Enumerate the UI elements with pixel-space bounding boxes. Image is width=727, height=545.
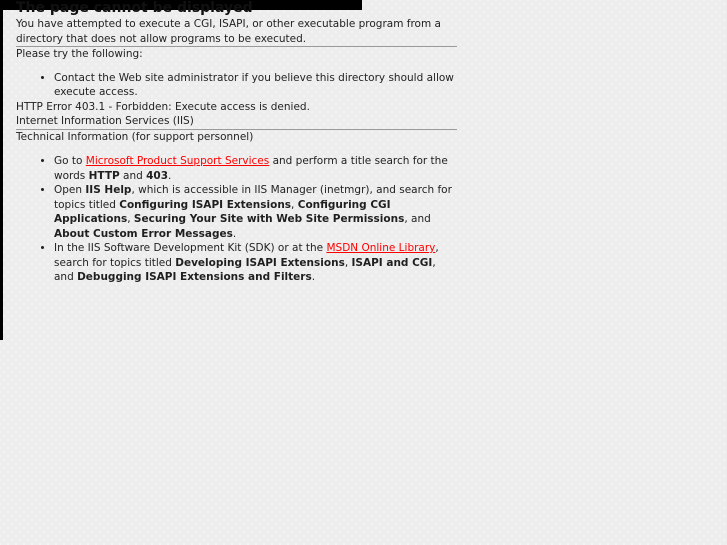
bold-term: Configuring ISAPI Extensions — [119, 198, 292, 211]
technical-info-heading: Technical Information (for support personnel) — [16, 130, 254, 143]
text-segment: . — [311, 271, 316, 283]
bold-term: Configuring CGI Applications — [54, 198, 391, 225]
list-item — [54, 183, 457, 241]
text-segment: , search for topics titled — [54, 242, 439, 269]
text-segment: , — [344, 256, 352, 269]
text-segment: , and — [54, 256, 436, 283]
list-item: • Contact the Web site administrator if you believe this directory should allow execute access. — [54, 71, 457, 100]
text-segment: and perform a title search for the words — [54, 155, 448, 182]
text-segment: , — [291, 198, 298, 211]
text-segment: and — [119, 169, 147, 182]
bold-term: HTTP — [88, 169, 120, 182]
technical-info-list — [16, 154, 457, 285]
server-name: Internet Information Services (IIS) — [16, 115, 194, 127]
list-item — [54, 154, 457, 183]
list-item — [54, 241, 457, 285]
bold-term: About Custom Error Messages — [54, 227, 233, 240]
text-segment: In the IIS Software Development Kit (SDK) or at the — [54, 242, 327, 254]
bold-term: Securing Your Site with Web Site Permissions — [133, 213, 405, 225]
suggestions-list — [16, 71, 457, 100]
text-segment: , which is accessible in IIS Manager (inetmgr), and search for topics titled — [54, 184, 452, 211]
http-error-code: HTTP Error 403.1 - Forbidden: Execute access is denied. — [16, 100, 310, 113]
left-black-strip — [0, 10, 3, 340]
bold-term: ISAPI and CGI — [351, 256, 433, 269]
status-block — [16, 100, 457, 129]
text-segment: , and — [404, 213, 431, 225]
microsoft-product-support-services-link[interactable]: Microsoft Product Support Services — [85, 155, 270, 167]
error-description: You have attempted to execute a CGI, ISAPI, or other executable program from a directory that does not allow programs to be executed. — [16, 18, 441, 45]
bold-term: 403 — [146, 169, 169, 182]
text-segment: . — [168, 169, 172, 182]
error-content — [16, 0, 457, 285]
text-segment: . — [232, 227, 237, 240]
text-segment: Go to — [54, 155, 86, 167]
msdn-online-library-link[interactable]: MSDN Online Library — [326, 242, 436, 254]
bold-term: IIS Help — [85, 184, 132, 196]
text-segment: Open — [54, 184, 86, 196]
text-segment: , — [127, 213, 134, 225]
bold-term: Developing ISAPI Extensions — [175, 256, 345, 269]
please-try-heading: Please try the following: — [16, 48, 143, 60]
page-title: The page cannot be displayed — [16, 0, 253, 16]
bold-term: Debugging ISAPI Extensions and Filters — [77, 271, 312, 283]
